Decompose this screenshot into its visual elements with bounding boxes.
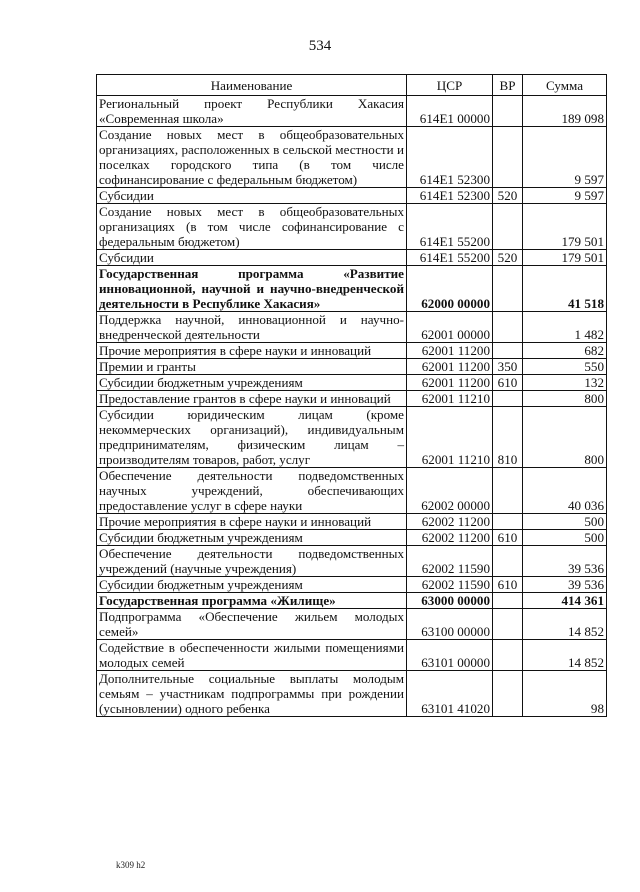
row-sum: 179 501 xyxy=(523,204,607,250)
row-name: Создание новых мест в общеобразовательных организациях, расположенных в сельской местности и поселках городского типа (в том числе софинансирование с федеральным бюджетом) xyxy=(97,127,407,188)
table-row xyxy=(97,204,607,250)
row-vr xyxy=(493,514,523,530)
table-row xyxy=(97,127,607,188)
row-vr xyxy=(493,312,523,343)
table-row xyxy=(97,312,607,343)
row-name: Субсидии юридическим лицам (кроме некоммерческих организаций), индивидуальным предпринимателям, физическим лицам – производителям товаров, работ, услуг xyxy=(97,407,407,468)
table-row xyxy=(97,250,607,266)
table-row xyxy=(97,343,607,359)
table-row xyxy=(97,188,607,204)
row-sum: 132 xyxy=(523,375,607,391)
row-vr xyxy=(493,671,523,717)
row-sum: 14 852 xyxy=(523,640,607,671)
row-csr: 63000 00000 xyxy=(407,593,493,609)
row-csr: 62001 00000 xyxy=(407,312,493,343)
row-csr: 62001 11210 xyxy=(407,407,493,468)
row-sum: 9 597 xyxy=(523,127,607,188)
row-sum: 414 361 xyxy=(523,593,607,609)
row-csr: 62002 11200 xyxy=(407,514,493,530)
row-csr: 614E1 52300 xyxy=(407,188,493,204)
row-sum: 39 536 xyxy=(523,546,607,577)
table-row xyxy=(97,546,607,577)
row-name: Обеспечение деятельности подведомственных научных учреждений, обеспечивающих предоставление услуг в сфере науки xyxy=(97,468,407,514)
row-csr: 614E1 55200 xyxy=(407,204,493,250)
row-csr: 614E1 00000 xyxy=(407,96,493,127)
table-row xyxy=(97,514,607,530)
row-name: Государственная программа «Развитие инновационной, научной и научно-внедренческой деятельности в Республике Хакасия» xyxy=(97,266,407,312)
row-sum: 9 597 xyxy=(523,188,607,204)
row-name: Субсидии xyxy=(97,188,407,204)
row-sum: 189 098 xyxy=(523,96,607,127)
row-vr xyxy=(493,127,523,188)
row-vr: 610 xyxy=(493,577,523,593)
row-sum: 40 036 xyxy=(523,468,607,514)
row-csr: 62001 11210 xyxy=(407,391,493,407)
row-vr xyxy=(493,96,523,127)
row-sum: 14 852 xyxy=(523,609,607,640)
row-vr: 610 xyxy=(493,375,523,391)
row-name: Содействие в обеспеченности жилыми помещениями молодых семей xyxy=(97,640,407,671)
table-row xyxy=(97,96,607,127)
row-name: Обеспечение деятельности подведомственных учреждений (научные учреждения) xyxy=(97,546,407,577)
row-name: Создание новых мест в общеобразовательных организациях (в том числе софинансирование с федеральным бюджетом) xyxy=(97,204,407,250)
row-sum: 500 xyxy=(523,530,607,546)
row-csr: 62002 11590 xyxy=(407,546,493,577)
table-row xyxy=(97,266,607,312)
table-row xyxy=(97,407,607,468)
table-header-row xyxy=(97,75,607,96)
row-vr: 810 xyxy=(493,407,523,468)
row-csr: 63101 41020 xyxy=(407,671,493,717)
row-sum: 550 xyxy=(523,359,607,375)
row-csr: 62002 11590 xyxy=(407,577,493,593)
row-vr xyxy=(493,468,523,514)
table-row xyxy=(97,640,607,671)
table-body xyxy=(97,96,607,717)
table-row xyxy=(97,609,607,640)
row-name: Премии и гранты xyxy=(97,359,407,375)
header-csr: ЦСР xyxy=(407,75,493,96)
row-csr: 614E1 55200 xyxy=(407,250,493,266)
row-name: Прочие мероприятия в сфере науки и инноваций xyxy=(97,343,407,359)
table-row xyxy=(97,391,607,407)
row-name: Субсидии xyxy=(97,250,407,266)
table-row xyxy=(97,468,607,514)
row-csr: 62000 00000 xyxy=(407,266,493,312)
budget-table xyxy=(96,74,607,717)
table-row xyxy=(97,577,607,593)
row-csr: 63100 00000 xyxy=(407,609,493,640)
row-vr: 520 xyxy=(493,188,523,204)
row-csr: 62001 11200 xyxy=(407,375,493,391)
row-vr: 350 xyxy=(493,359,523,375)
table-row xyxy=(97,530,607,546)
row-vr xyxy=(493,640,523,671)
row-name: Субсидии бюджетным учреждениям xyxy=(97,375,407,391)
row-sum: 179 501 xyxy=(523,250,607,266)
row-name: Государственная программа «Жилище» xyxy=(97,593,407,609)
row-sum: 682 xyxy=(523,343,607,359)
footer-code: k309 h2 xyxy=(116,860,146,870)
row-sum: 41 518 xyxy=(523,266,607,312)
row-vr xyxy=(493,593,523,609)
row-vr xyxy=(493,266,523,312)
row-name: Прочие мероприятия в сфере науки и инноваций xyxy=(97,514,407,530)
header-vr: ВР xyxy=(493,75,523,96)
row-sum: 800 xyxy=(523,391,607,407)
row-vr xyxy=(493,204,523,250)
row-vr xyxy=(493,343,523,359)
header-sum: Сумма xyxy=(523,75,607,96)
row-name: Предоставление грантов в сфере науки и инноваций xyxy=(97,391,407,407)
row-vr: 610 xyxy=(493,530,523,546)
row-sum: 800 xyxy=(523,407,607,468)
row-sum: 98 xyxy=(523,671,607,717)
row-vr xyxy=(493,609,523,640)
table-row xyxy=(97,359,607,375)
row-csr: 62002 00000 xyxy=(407,468,493,514)
row-sum: 1 482 xyxy=(523,312,607,343)
row-csr: 63101 00000 xyxy=(407,640,493,671)
row-csr: 62002 11200 xyxy=(407,530,493,546)
page-number: 534 xyxy=(308,38,332,54)
row-vr xyxy=(493,391,523,407)
row-name: Субсидии бюджетным учреждениям xyxy=(97,530,407,546)
row-sum: 500 xyxy=(523,514,607,530)
row-vr xyxy=(493,546,523,577)
row-name: Субсидии бюджетным учреждениям xyxy=(97,577,407,593)
row-csr: 62001 11200 xyxy=(407,359,493,375)
row-vr: 520 xyxy=(493,250,523,266)
row-csr: 62001 11200 xyxy=(407,343,493,359)
table-row xyxy=(97,593,607,609)
row-csr: 614E1 52300 xyxy=(407,127,493,188)
row-sum: 39 536 xyxy=(523,577,607,593)
table-row xyxy=(97,375,607,391)
header-name: Наименование xyxy=(97,75,407,96)
row-name: Поддержка научной, инновационной и научно-внедренческой деятельности xyxy=(97,312,407,343)
row-name: Региональный проект Республики Хакасия «Современная школа» xyxy=(97,96,407,127)
row-name: Дополнительные социальные выплаты молодым семьям – участникам подпрограммы при рождении (усыновлении) одного ребенка xyxy=(97,671,407,717)
row-name: Подпрограмма «Обеспечение жильем молодых семей» xyxy=(97,609,407,640)
table-row xyxy=(97,671,607,717)
